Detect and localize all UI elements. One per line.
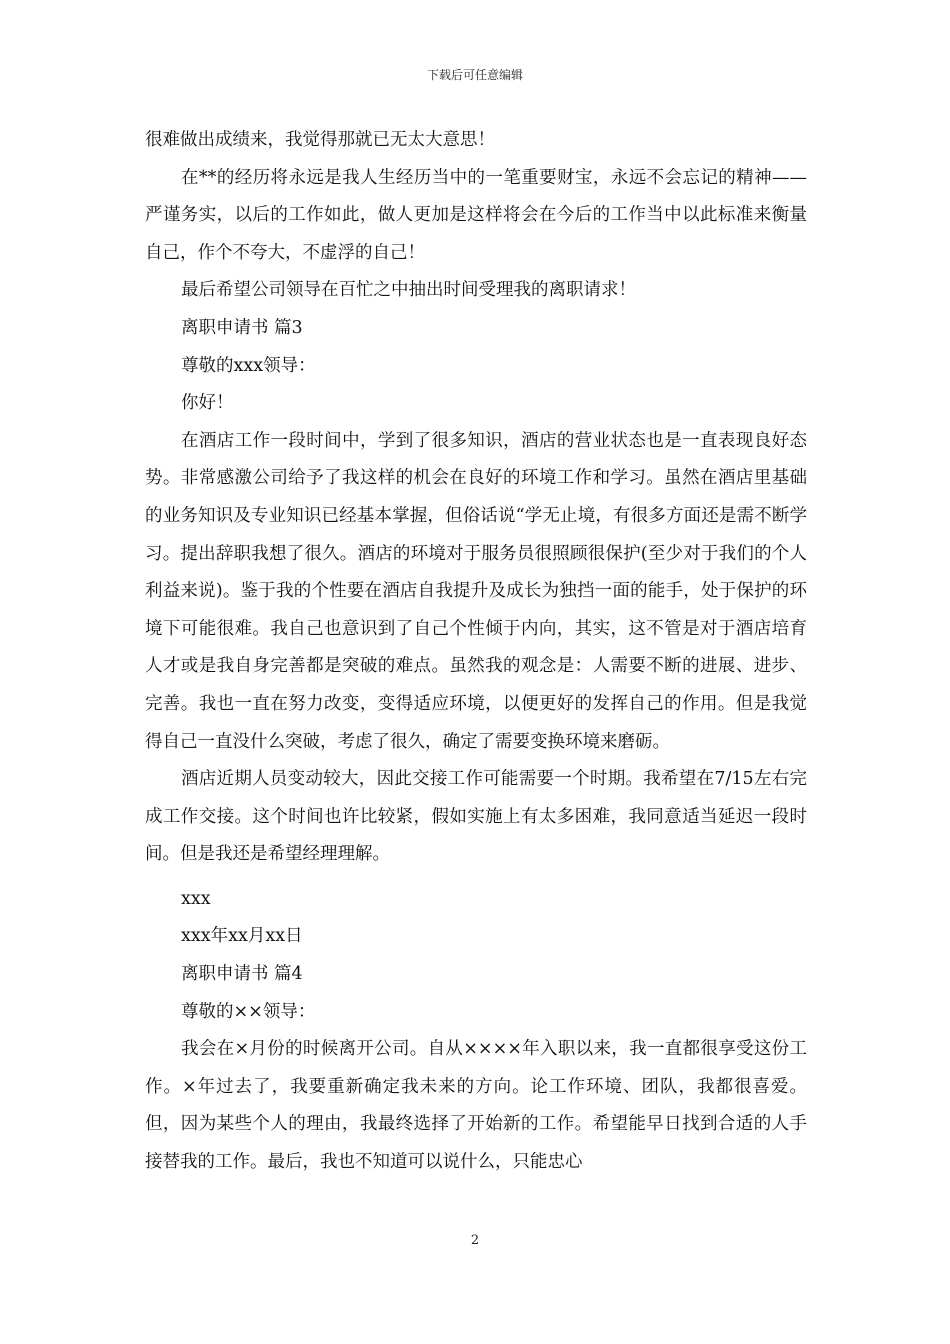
signature-date: xxx年xx月xx日 [181, 926, 303, 947]
page-header: 下载后可任意编辑 [426, 68, 523, 82]
signature-name: xxx [181, 888, 211, 909]
paragraph: 在**的经历将永远是我人生经历当中的一笔重要财宝，永远不会忘记的精神——严谨务实，以后的工作如此，做人更加是这样将会在今后的工作当中以此标准来衡量自己，作个不夸大，不虚浮的自己！ [145, 167, 807, 263]
greeting: 你好！ [181, 393, 234, 414]
document-body [145, 122, 807, 1182]
section-heading: 离职申请书 篇4 [181, 964, 303, 985]
page-number: 2 [470, 1233, 480, 1248]
paragraph: 在酒店工作一段时间中，学到了很多知识，酒店的营业状态也是一直表现良好态势。非常感激公司给予了我这样的机会在良好的环境工作和学习。虽然在酒店里基础的业务知识及专业知识已经基本掌握，但俗话说“学无止境，有很多方面还是需不断学习。提出辞职我想了很久。酒店的环境对于服务员很照顾很保护(至少对于我们的个人利益来说)。鉴于我的个性要在酒店自我提升及成长为独挡一面的能手，处于保护的环境下可能很难。我自己也意识到了自己个性倾于内向，其实，这不管是对于酒店培育人才或是我自身完善都是突破的难点。虽然我的观念是：人需要不断的进展、进步、完善。我也一直在努力改变，变得适应环境，以便更好的发挥自己的作用。但是我觉得自己一直没什么突破，考虑了很久，确定了需要变换环境来磨砺。 [145, 430, 807, 752]
paragraph: 很难做出成绩来，我觉得那就已无太大意思！ [145, 130, 495, 150]
paragraph: 最后希望公司领导在百忙之中抽出时间受理我的离职请求！ [181, 280, 636, 301]
salutation: 尊敬的××领导： [181, 1001, 316, 1022]
paragraph: 酒店近期人员变动较大，因此交接工作可能需要一个时期。我希望在7/15左右完成工作交接。这个时间也许比较紧，假如实施上有太多困难，我同意适当延迟一段时间。但是我还是希望经理理解。 [145, 769, 807, 865]
salutation: 尊敬的xxx领导： [181, 355, 316, 376]
paragraph: 我会在×月份的时候离开公司。自从××××年入职以来，我一直都很享受这份工作。×年过去了，我要重新确定我未来的方向。论工作环境、团队，我都很喜爱。但，因为某些个人的理由，我最终选择了开始新的工作。希望能早日找到合适的人手接替我的工作。最后，我也不知道可以说什么，只能忠心 [145, 1039, 807, 1173]
section-heading: 离职申请书 篇3 [181, 317, 303, 338]
